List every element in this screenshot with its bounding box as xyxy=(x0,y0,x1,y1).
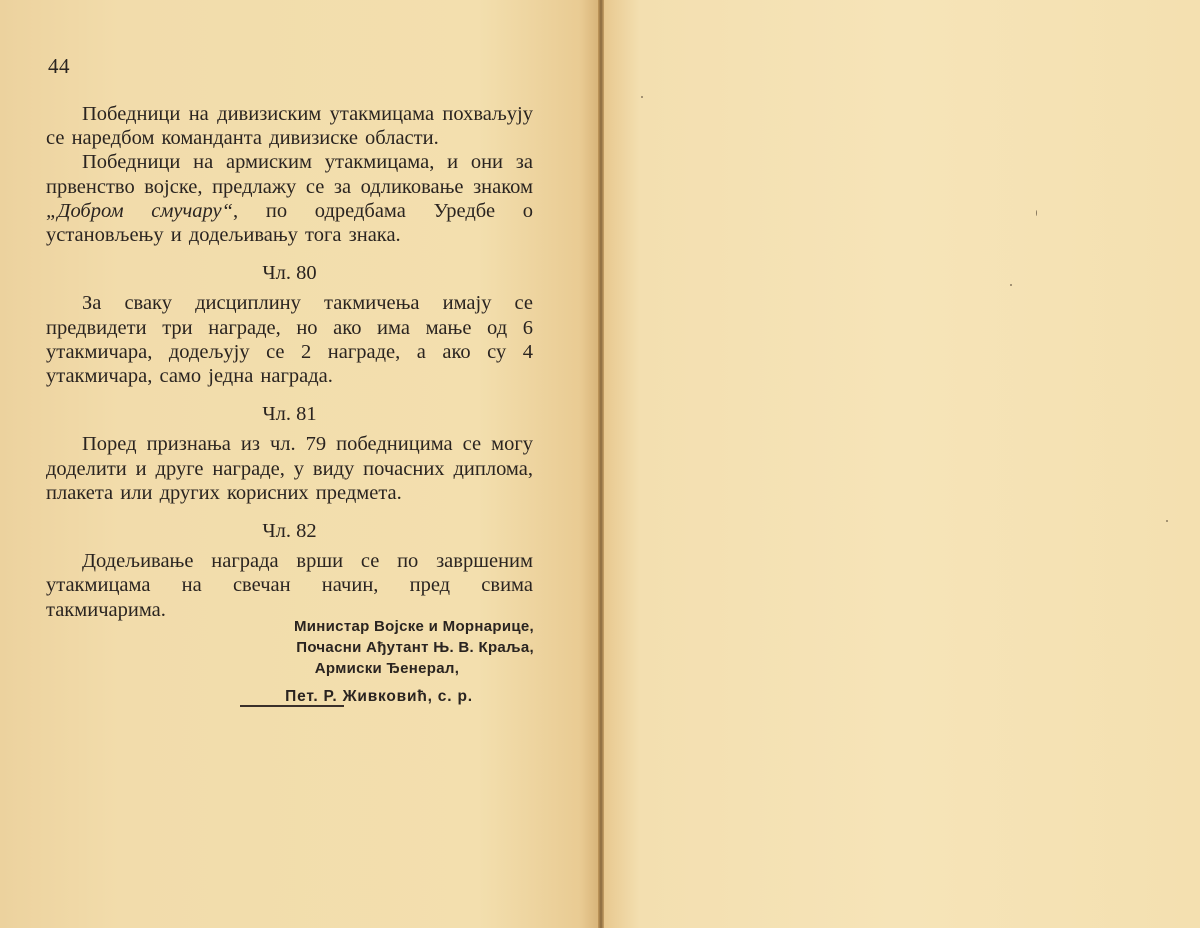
article-81-text: Поред признања из чл. 79 победницима се могу доделити и друге награде, у виду почасних диплома, плакета или других корисних предмета. xyxy=(46,433,533,504)
signature-title-adjutant: Почасни Ађутант Њ. В. Краља, xyxy=(296,639,534,656)
badge-name-italic: „Добром смучару“ xyxy=(46,199,234,222)
left-page xyxy=(0,0,598,928)
article-80-text: За сваку дисциплину такмичења имају се предвидети три награде, но ако има мање од 6 утакмичара, додељују се 2 награде, а ако су 4 утакмичара, само једна награда. xyxy=(46,292,533,388)
para2-after: , по одредбама Уредбе о установљењу и додељивању тога знака. xyxy=(46,199,534,247)
right-page-blank xyxy=(604,0,1200,928)
paper-speck xyxy=(1010,284,1012,286)
paper-speck xyxy=(641,96,643,98)
body-text xyxy=(46,102,533,622)
signature-block xyxy=(220,616,538,707)
signature-name: Пет. Р. Живковић, с. р. xyxy=(285,688,473,705)
para2-before: Победници на армиским утакмицама, и они за првенство војске, предлажу се за одликовање знаком xyxy=(46,151,533,198)
article-80-heading: Чл. 80 xyxy=(262,262,317,285)
article-82-text: Додељивање награда врши се по завршеним утакмицама на свечан начин, пред свима такмичарима. xyxy=(46,550,533,621)
signature-title-general: Армиски Ђенерал, xyxy=(314,660,460,677)
paragraph-divisional-winners: Победници на дивизиским утакмицама похваљују се наредбом команданта дивизиске области. xyxy=(46,103,533,150)
page-number: 44 xyxy=(48,54,70,78)
paper-speck xyxy=(1166,520,1168,522)
signature-title-minister: Министар Војске и Морнарице, xyxy=(293,618,534,635)
paper-speck xyxy=(1036,210,1037,216)
article-81-heading: Чл. 81 xyxy=(262,403,317,426)
closing-rule xyxy=(240,705,344,707)
paragraph-army-winners xyxy=(46,150,533,247)
article-82-heading: Чл. 82 xyxy=(262,520,317,543)
